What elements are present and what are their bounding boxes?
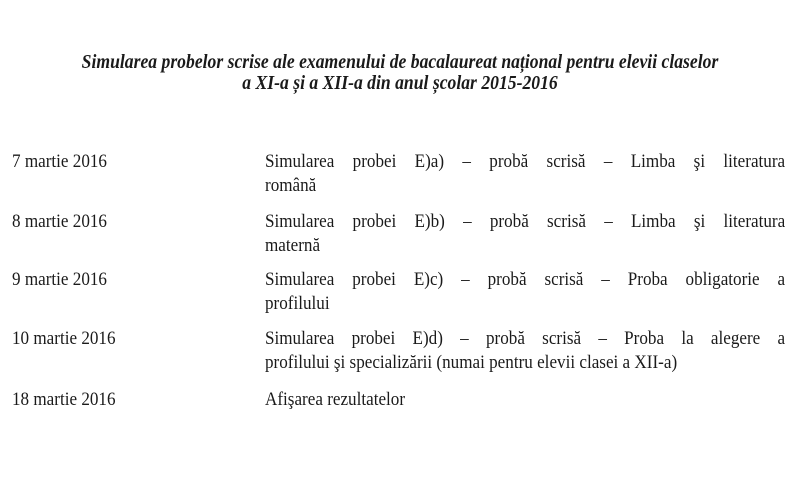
description-line-1: Afişarea rezultatelor xyxy=(265,389,406,410)
schedule-date: 7 martie 2016 xyxy=(12,151,107,172)
document-title xyxy=(0,52,800,94)
description-line-2: maternă xyxy=(265,235,321,256)
description-line-2: profilului şi specializării (numai pentru elevii clasei a XII-a) xyxy=(265,352,678,373)
schedule-description xyxy=(265,268,785,316)
schedule-date: 8 martie 2016 xyxy=(12,211,107,232)
schedule-date: 9 martie 2016 xyxy=(12,269,107,290)
description-line-1: Simularea probei E)c) – probă scrisă – Proba obligatorie a xyxy=(265,269,786,290)
schedule-date: 10 martie 2016 xyxy=(12,328,116,349)
description-line-2: română xyxy=(265,175,317,196)
description-line-1: Simularea probei E)d) – probă scrisă – Proba la alegere a xyxy=(265,328,786,349)
schedule-description xyxy=(265,327,785,375)
title-line-2: a XI-a și a XII-a din anul școlar 2015-2016 xyxy=(242,72,558,94)
schedule-description xyxy=(265,388,785,412)
title-line-1: Simularea probelor scrise ale examenului de bacalaureat național pentru elevii claselor xyxy=(81,51,719,73)
description-line-2: profilului xyxy=(265,293,330,314)
schedule-date: 18 martie 2016 xyxy=(12,389,116,410)
schedule-description xyxy=(265,210,785,258)
description-line-1: Simularea probei E)b) – probă scrisă – Limba şi literatura xyxy=(265,211,786,232)
description-line-1: Simularea probei E)a) – probă scrisă – Limba şi literatura xyxy=(265,151,786,172)
schedule-description xyxy=(265,150,785,198)
